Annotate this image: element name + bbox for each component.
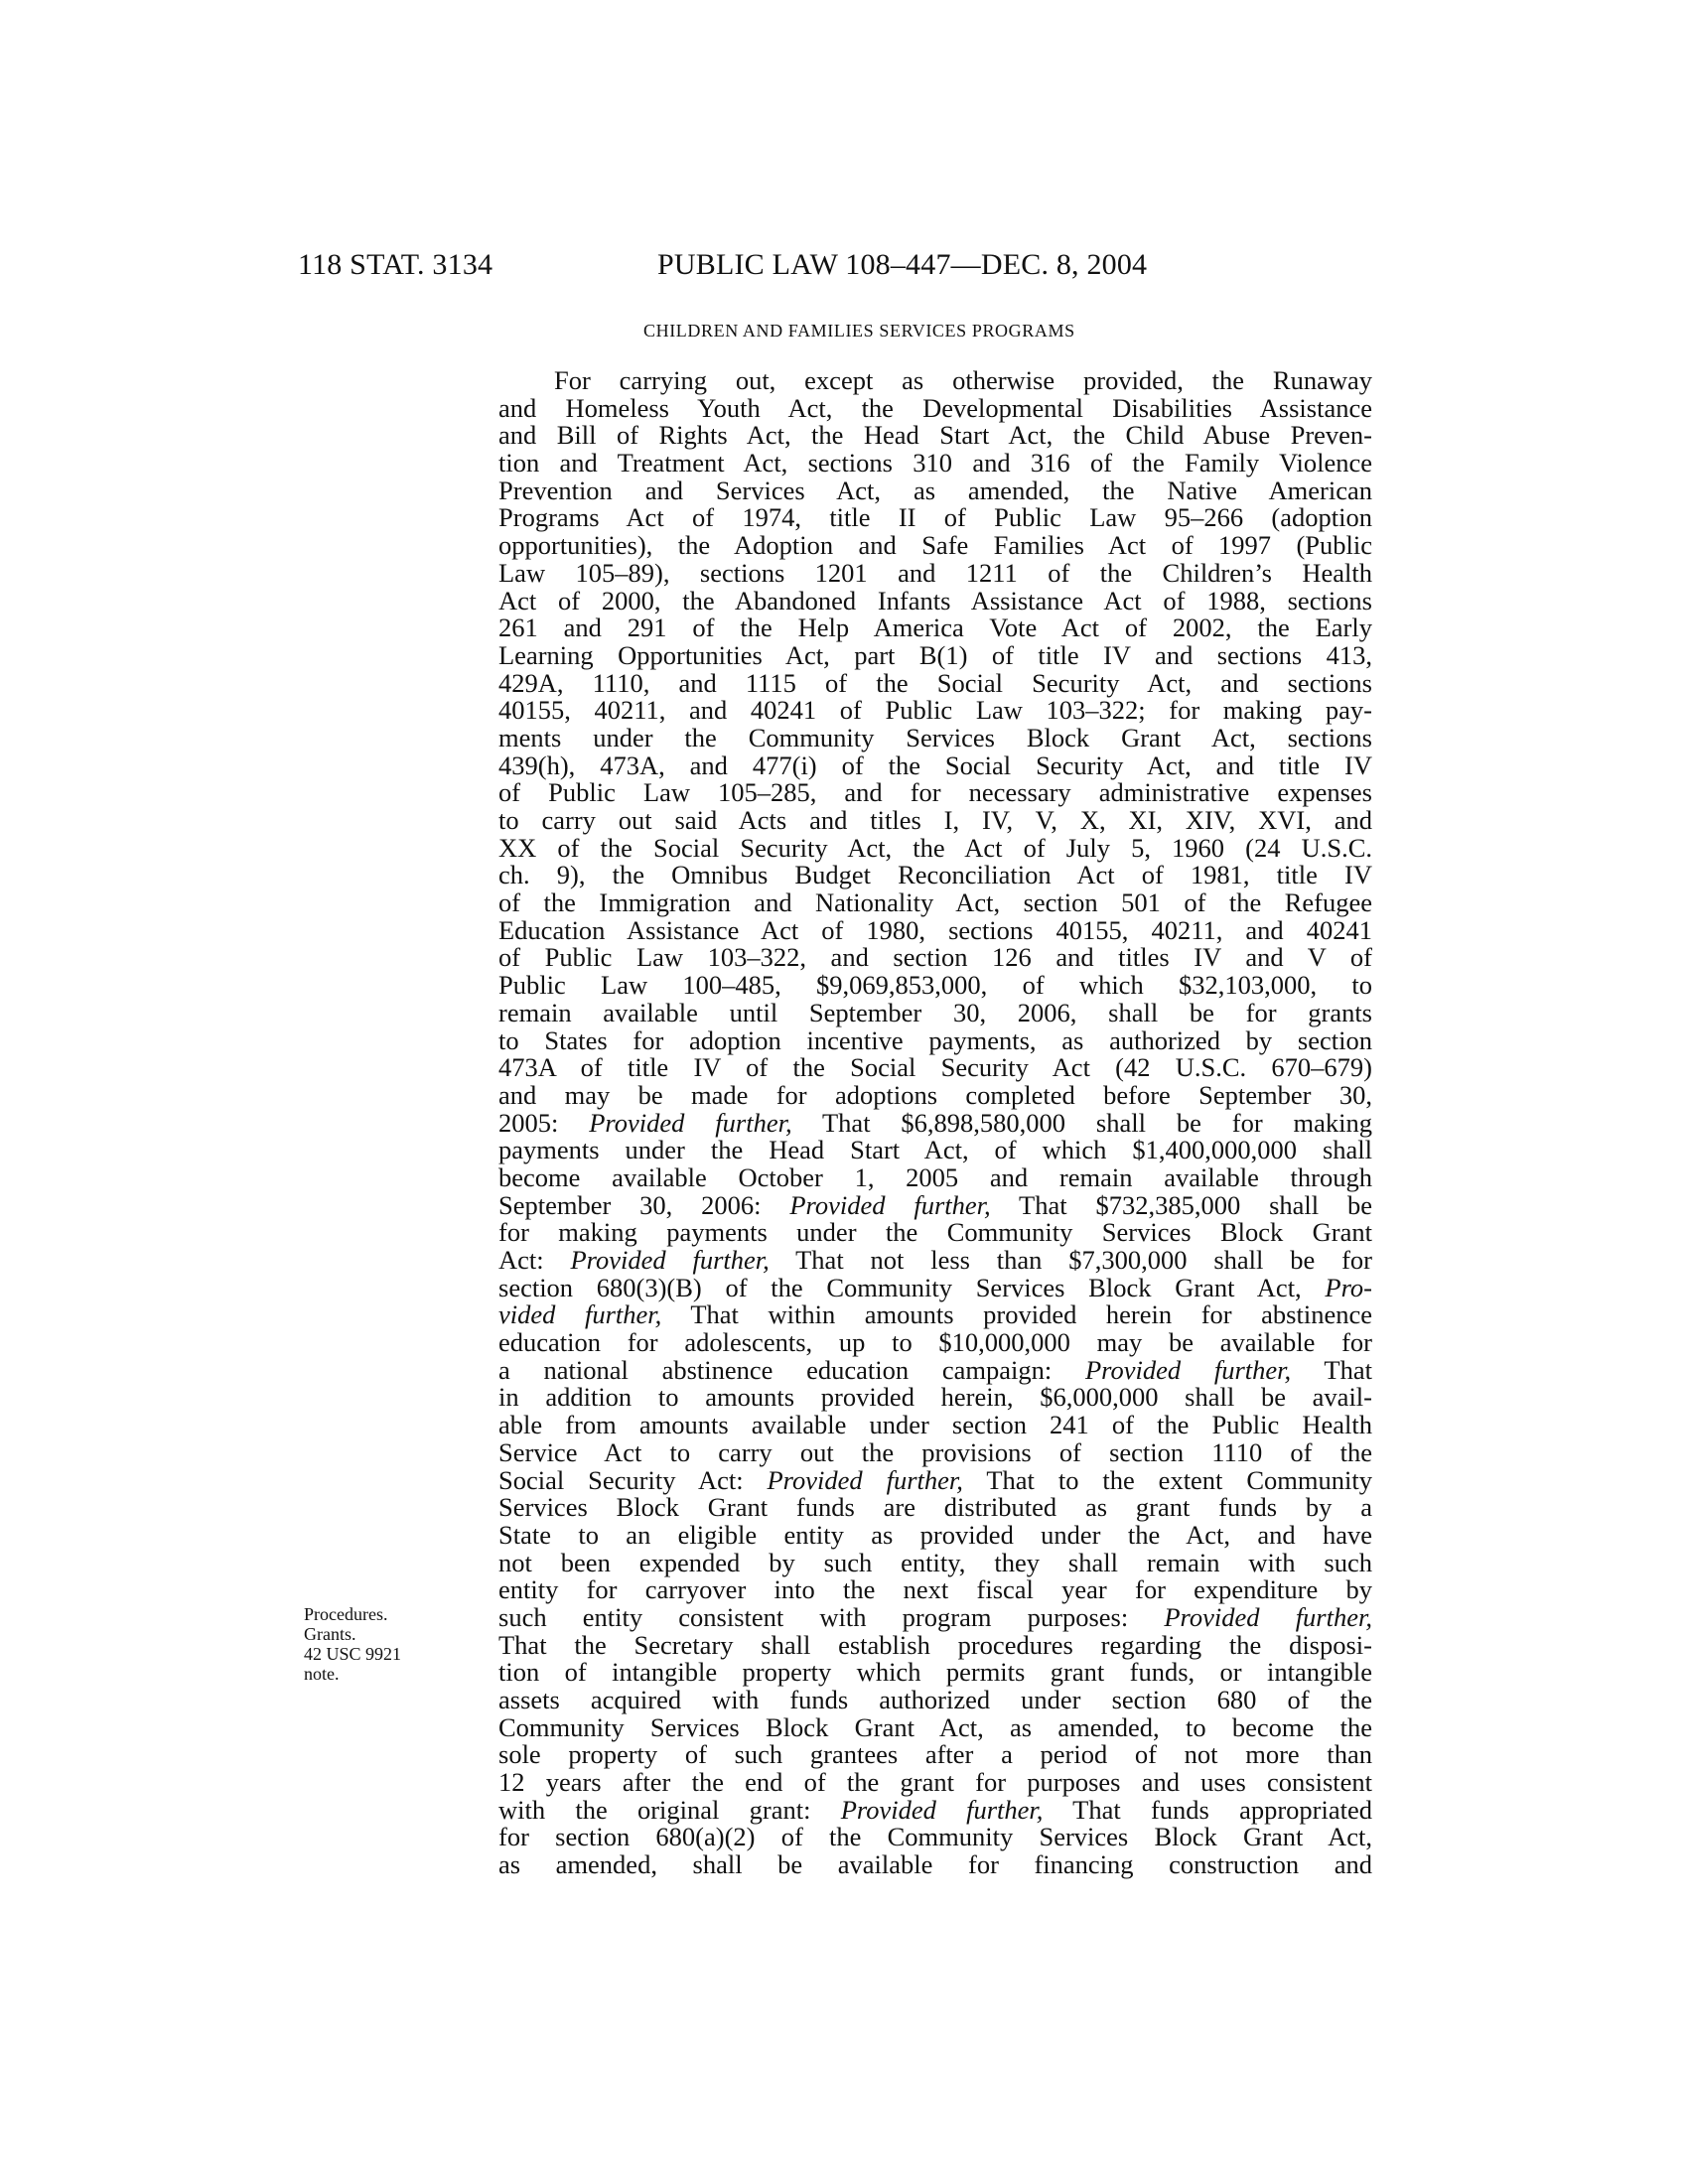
text-run: That not less than $7,300,000 shall be for (769, 1245, 1372, 1275)
text-line (498, 722, 1372, 752)
italic-phrase: Provided further, (840, 1794, 1044, 1825)
text-line (498, 752, 1372, 780)
text-line (498, 1687, 1372, 1714)
text-run: remain available until September 30, 2006, shall be for grants (498, 997, 1372, 1027)
text-run: Prevention and Services Act, as amended, the Native American (498, 475, 1372, 505)
text-run: of Public Law 103–322, and section 126 and titles IV and V of (498, 942, 1372, 973)
text-run: a national abstinence education campaign: (498, 1354, 1085, 1385)
text-line (498, 667, 1372, 698)
text-line (498, 1272, 1372, 1302)
text-line (498, 1794, 1372, 1825)
text-run: 439(h), 473A, and 477(i) of the Social Security Act, and title IV (498, 750, 1372, 780)
text-line (498, 1247, 1372, 1275)
text-run: State to an eligible entity as provided under the Act, and have (498, 1519, 1372, 1550)
text-run: of the Immigration and Nationality Act, section 501 of the Refugee (498, 887, 1372, 918)
text-run: That within amounts provided herein for abstinence (661, 1299, 1372, 1330)
text-line (498, 475, 1372, 505)
text-run: That the Secretary shall establish procedures regarding the disposi- (498, 1629, 1372, 1660)
text-run: not been expended by such entity, they shall remain with such (498, 1547, 1372, 1577)
text-run: education for adolescents, up to $10,000,000 may be available for (498, 1327, 1372, 1358)
text-run: section 680(3)(B) of the Community Services Block Grant Act, (498, 1272, 1326, 1302)
italic-phrase: Provided further, (570, 1245, 770, 1275)
body-paragraph (498, 367, 1372, 1879)
text-line (498, 1824, 1372, 1851)
text-line (498, 1189, 1372, 1220)
text-run: 2005: (498, 1107, 590, 1138)
text-line (498, 367, 1372, 395)
text-line (498, 1354, 1372, 1385)
text-run: payments under the Head Start Act, of which $1,400,000,000 shall (498, 1135, 1372, 1165)
text-line (498, 889, 1372, 917)
text-run: Education Assistance Act of 1980, sections 40155, 40211, and 40241 (498, 914, 1372, 945)
text-run: assets acquired with funds authorized under section 680 of the (498, 1685, 1372, 1714)
text-run: sole property of such grantees after a period of not more than (498, 1739, 1372, 1770)
text-line (498, 1107, 1372, 1138)
text-line (498, 862, 1372, 889)
text-run: and Homeless Youth Act, the Developmental Disabilities Assistance (498, 392, 1372, 423)
text-line (498, 1024, 1372, 1055)
text-line (498, 944, 1372, 972)
text-run: That (1291, 1354, 1372, 1385)
italic-phrase: Provided further, (789, 1189, 991, 1220)
text-run: Act of 2000, the Abandoned Infants Assistance Act of 1988, sections (498, 585, 1372, 615)
text-line (498, 1384, 1372, 1412)
text-line (498, 807, 1372, 835)
page-stat-number: 118 STAT. 3134 (298, 248, 493, 281)
text-line (498, 1769, 1372, 1797)
text-line (498, 532, 1372, 560)
text-run: Social Security Act: (498, 1464, 768, 1495)
margin-note (304, 1604, 453, 1684)
text-run: Law 105–89), sections 1201 and 1211 of the Children’s Health (498, 557, 1372, 588)
text-run: That $6,898,580,000 shall be for making (791, 1107, 1372, 1138)
text-line (498, 1329, 1372, 1357)
text-run: and may be made for adoptions completed before September 30, (498, 1079, 1372, 1110)
text-line (498, 697, 1372, 725)
text-line (498, 779, 1372, 807)
text-run: tion and Treatment Act, sections 310 and 316 of the Family Violence (498, 448, 1372, 478)
italic-phrase: Provided further, (1084, 1354, 1292, 1385)
text-line (498, 1464, 1372, 1495)
text-line (498, 422, 1372, 450)
text-line (498, 1629, 1372, 1660)
text-line (498, 1161, 1372, 1192)
text-line (498, 1079, 1372, 1110)
text-run: XX of the Social Security Act, the Act of July 5, 1960 (24 U.S.C. (498, 832, 1372, 863)
text-line (498, 1547, 1372, 1577)
text-line (498, 1601, 1372, 1632)
text-run: Public Law 100–485, $9,069,853,000, of which $32,103,000, to (498, 970, 1372, 1001)
text-run: 473A of title IV of the Social Security Act (42 U.S.C. 670–679) (498, 1052, 1372, 1083)
italic-phrase: Provided further, (1164, 1601, 1372, 1632)
text-run: 12 years after the end of the grant for purposes and uses consistent (498, 1767, 1372, 1798)
text-line (498, 557, 1372, 588)
text-line (498, 1436, 1372, 1467)
text-run: Community Services Block Grant Act, as amended, to become the (498, 1711, 1372, 1742)
text-run: to States for adoption incentive payments, as authorized by section (498, 1024, 1372, 1055)
text-run: become available October 1, 2005 and remain available through (498, 1161, 1372, 1192)
text-run: able from amounts available under section 241 of the Public Health (498, 1410, 1372, 1440)
text-run: for section 680(a)(2) of the Community Services Block Grant Act, (498, 1822, 1372, 1852)
text-run: 40155, 40211, and 40241 of Public Law 103–322; for making pay- (498, 695, 1372, 726)
text-run: For carrying out, except as otherwise provided, the Runaway (554, 365, 1372, 395)
text-run: That funds appropriated (1043, 1794, 1372, 1825)
text-run: for making payments under the Community Services Block Grant (498, 1217, 1372, 1248)
italic-phrase: vided further, (498, 1299, 662, 1330)
text-line (498, 392, 1372, 423)
text-line (498, 914, 1372, 945)
text-line (498, 1741, 1372, 1769)
text-run: such entity consistent with program purposes: (498, 1601, 1165, 1632)
text-line (498, 1711, 1372, 1742)
text-run: with the original grant: (498, 1794, 841, 1825)
page-running-title: PUBLIC LAW 108–447—DEC. 8, 2004 (657, 248, 1148, 281)
text-run: to carry out said Acts and titles I, IV, V, X, XI, XIV, XVI, and (498, 805, 1372, 835)
text-run: entity for carryover into the next fiscal year for expenditure by (498, 1574, 1372, 1605)
text-run: as amended, shall be available for financing construction and (498, 1849, 1372, 1880)
text-run: of Public Law 105–285, and for necessary administrative expenses (498, 777, 1372, 808)
text-run: ch. 9), the Omnibus Budget Reconciliation Act of 1981, title IV (498, 860, 1372, 890)
text-line (498, 1519, 1372, 1550)
italic-phrase: Provided further, (589, 1107, 792, 1138)
text-run: ments under the Community Services Block Grant Act, sections (498, 722, 1372, 752)
text-line (498, 1412, 1372, 1439)
text-run: That $732,385,000 shall be (990, 1189, 1372, 1220)
text-run: Learning Opportunities Act, part B(1) of title IV and sections 413, (498, 639, 1372, 670)
text-run: 261 and 291 of the Help America Vote Act of 2002, the Early (498, 613, 1372, 643)
text-line (498, 1576, 1372, 1604)
text-run: Service Act to carry out the provisions of section 1110 of the (498, 1436, 1372, 1467)
text-line (498, 1301, 1372, 1329)
italic-phrase: Provided further, (767, 1464, 963, 1495)
section-heading: CHILDREN AND FAMILIES SERVICES PROGRAMS (643, 321, 1075, 341)
text-line (498, 997, 1372, 1027)
text-line (498, 1494, 1372, 1522)
text-line (498, 450, 1372, 478)
text-run: Act: (498, 1245, 571, 1275)
text-line (498, 832, 1372, 863)
text-run: tion of intangible property which permits grant funds, or intangible (498, 1657, 1372, 1688)
text-run: Services Block Grant funds are distributed as grant funds by a (498, 1492, 1372, 1523)
text-run: and Bill of Rights Act, the Head Start Act, the Child Abuse Preven- (498, 420, 1372, 451)
text-line (498, 972, 1372, 1000)
text-run: 429A, 1110, and 1115 of the Social Security Act, and sections (498, 667, 1372, 698)
text-line (498, 639, 1372, 670)
text-run: Programs Act of 1974, title II of Public Law 95–266 (adoption (498, 502, 1372, 533)
text-line (498, 614, 1372, 642)
italic-phrase: Pro- (1325, 1272, 1372, 1302)
margin-note-line: 42 USC 9921 (304, 1644, 402, 1664)
text-line (498, 1219, 1372, 1247)
text-line (498, 1054, 1372, 1082)
margin-note-line: Grants. (304, 1624, 356, 1644)
text-line (498, 585, 1372, 615)
text-line (498, 1137, 1372, 1164)
margin-note-line: Procedures. (304, 1604, 388, 1624)
margin-note-line: note. (304, 1664, 340, 1684)
text-line (498, 1659, 1372, 1687)
text-line (498, 504, 1372, 532)
text-run: in addition to amounts provided herein, $6,000,000 shall be avail- (498, 1382, 1372, 1413)
text-run: September 30, 2006: (498, 1189, 790, 1220)
text-run: That to the extent Community (962, 1464, 1372, 1495)
text-run: opportunities), the Adoption and Safe Families Act of 1997 (Public (498, 530, 1372, 561)
text-line (498, 1851, 1372, 1879)
